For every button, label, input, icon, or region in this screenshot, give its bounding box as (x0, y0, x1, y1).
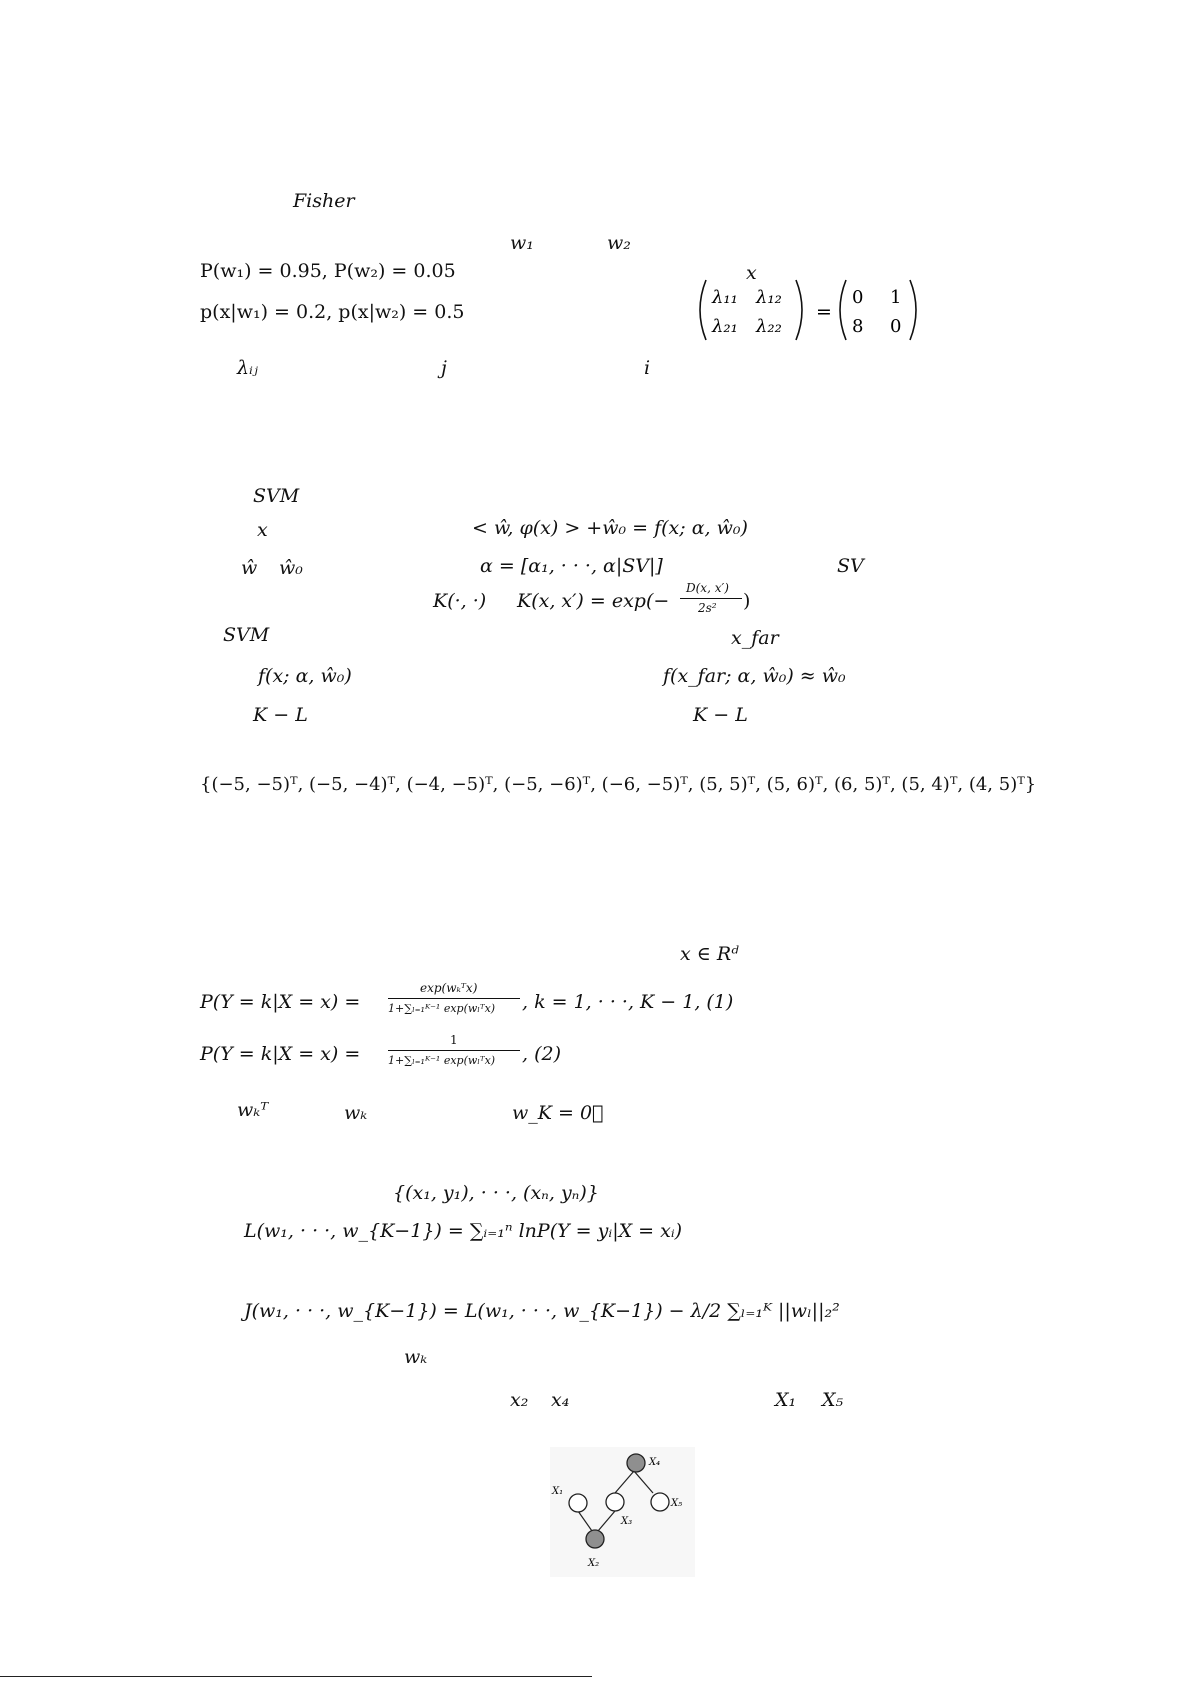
eq2-denominator: 1+∑ₗ₌₁ᴷ⁻¹ exp(wₗᵀx) (388, 1054, 496, 1067)
graph-node-label: X₃ (621, 1516, 633, 1527)
graph-node (627, 1454, 645, 1472)
graph-node-label: X₄ (649, 1457, 661, 1468)
footnote-rule (0, 1676, 592, 1677)
loss-entry: λ₂₁ (712, 316, 738, 337)
training-set: {(−5, −5)ᵀ, (−5, −4)ᵀ, (−4, −5)ᵀ, (−5, −6)ᵀ, (−6, −5)ᵀ, (5, 5)ᵀ, (5, 6)ᵀ, (6, 5)ᵀ, (5, 4)ᵀ, (4, 5)ᵀ} (200, 774, 1037, 795)
training-data: {(x₁, y₁), · · ·, (xₙ, yₙ)} (393, 1182, 599, 1204)
graph-node (586, 1530, 604, 1548)
svm-label: SVM (253, 485, 300, 507)
class-likelihoods: p(x|w₁) = 0.2, p(x|w₂) = 0.5 (200, 301, 465, 323)
fraction-bar (388, 998, 520, 999)
fisher-label: Fisher (293, 190, 355, 212)
wK-zero: w_K = 0⃗ (512, 1102, 604, 1124)
k-minus-l-1: K − L (253, 704, 308, 726)
graph-node-label: X₂ (588, 1558, 600, 1569)
wk-transpose: wₖᵀ (237, 1099, 269, 1121)
f-function: f(x; α, ŵ₀) (258, 665, 352, 687)
loss-entry: λ₁₂ (756, 287, 782, 308)
loss-value: 8 (852, 316, 864, 337)
graph-node (606, 1493, 624, 1511)
bayesian-network-graph (550, 1447, 695, 1577)
sample-x: x (746, 262, 757, 284)
loss-value: 0 (852, 287, 864, 308)
eq2-lhs: P(Y = k|X = x) = (200, 1043, 361, 1065)
graph-node (569, 1494, 587, 1512)
eq1-tail: , k = 1, · · ·, K − 1, (1) (522, 991, 734, 1013)
eq2-tail: , (2) (522, 1043, 561, 1065)
prior-probabilities: P(w₁) = 0.95, P(w₂) = 0.05 (200, 260, 456, 282)
x-far: x_far (731, 627, 779, 649)
x-in-rd: x ∈ Rᵈ (680, 943, 739, 965)
loss-matrix (692, 276, 922, 344)
w0-hat: ŵ₀ (279, 557, 303, 579)
gaussian-kernel-close: ) (743, 590, 751, 612)
gaussian-kernel-denominator: 2s² (698, 601, 717, 615)
loss-entry: λ₁₁ (712, 287, 738, 308)
svm-label-2: SVM (223, 624, 270, 646)
input-x: x (257, 519, 268, 541)
loss-value: 0 (890, 316, 902, 337)
x4: x₄ (551, 1389, 570, 1411)
graph-node (651, 1493, 669, 1511)
gaussian-kernel-numerator: D(x, x′) (686, 581, 729, 595)
kernel-function: K(·, ·) (433, 590, 487, 612)
class-w2: w₂ (607, 232, 631, 254)
k-minus-l-2: K − L (693, 704, 748, 726)
X5: X₅ (822, 1389, 844, 1411)
index-j: j (441, 357, 447, 379)
fraction-bar (388, 1050, 520, 1051)
eq1-lhs: P(Y = k|X = x) = (200, 991, 361, 1013)
alpha-vector: α = [α₁, · · ·, α|SV|] (480, 555, 663, 577)
eq2-numerator: 1 (450, 1033, 458, 1047)
wk: wₖ (344, 1102, 368, 1124)
index-i: i (644, 357, 651, 379)
eq1-denominator: 1+∑ₗ₌₁ᴷ⁻¹ exp(wₗᵀx) (388, 1002, 496, 1015)
loss-value: 1 (890, 287, 902, 308)
w-hat: ŵ (241, 557, 258, 579)
x2: x₂ (510, 1389, 529, 1411)
lambda-ij: λᵢⱼ (237, 357, 258, 379)
fraction-bar (680, 598, 742, 599)
wk-2: wₖ (404, 1346, 428, 1368)
f-far-approx: f(x_far; α, ŵ₀) ≈ ŵ₀ (663, 665, 846, 687)
regularized-objective: J(w₁, · · ·, w_{K−1}) = L(w₁, · · ·, w_{K−1}) − λ/2 ∑ₗ₌₁ᴷ ||wₗ||₂² (244, 1300, 840, 1322)
class-w1: w₁ (510, 232, 534, 254)
gaussian-kernel-lhs: K(x, x′) = exp(− (517, 590, 670, 612)
graph-node-label: X₅ (671, 1498, 683, 1509)
X1: X₁ (775, 1389, 797, 1411)
log-likelihood: L(w₁, · · ·, w_{K−1}) = ∑ᵢ₌₁ⁿ lnP(Y = yᵢ|X = xᵢ) (244, 1220, 683, 1242)
eq1-numerator: exp(wₖᵀx) (420, 981, 478, 995)
support-vectors: SV (837, 555, 864, 577)
decision-function: < ŵ, φ(x) > +ŵ₀ = f(x; α, ŵ₀) (472, 517, 748, 539)
loss-entry: λ₂₂ (756, 316, 782, 337)
graph-node-label: X₁ (552, 1486, 564, 1497)
equals-sign: = (816, 301, 832, 323)
